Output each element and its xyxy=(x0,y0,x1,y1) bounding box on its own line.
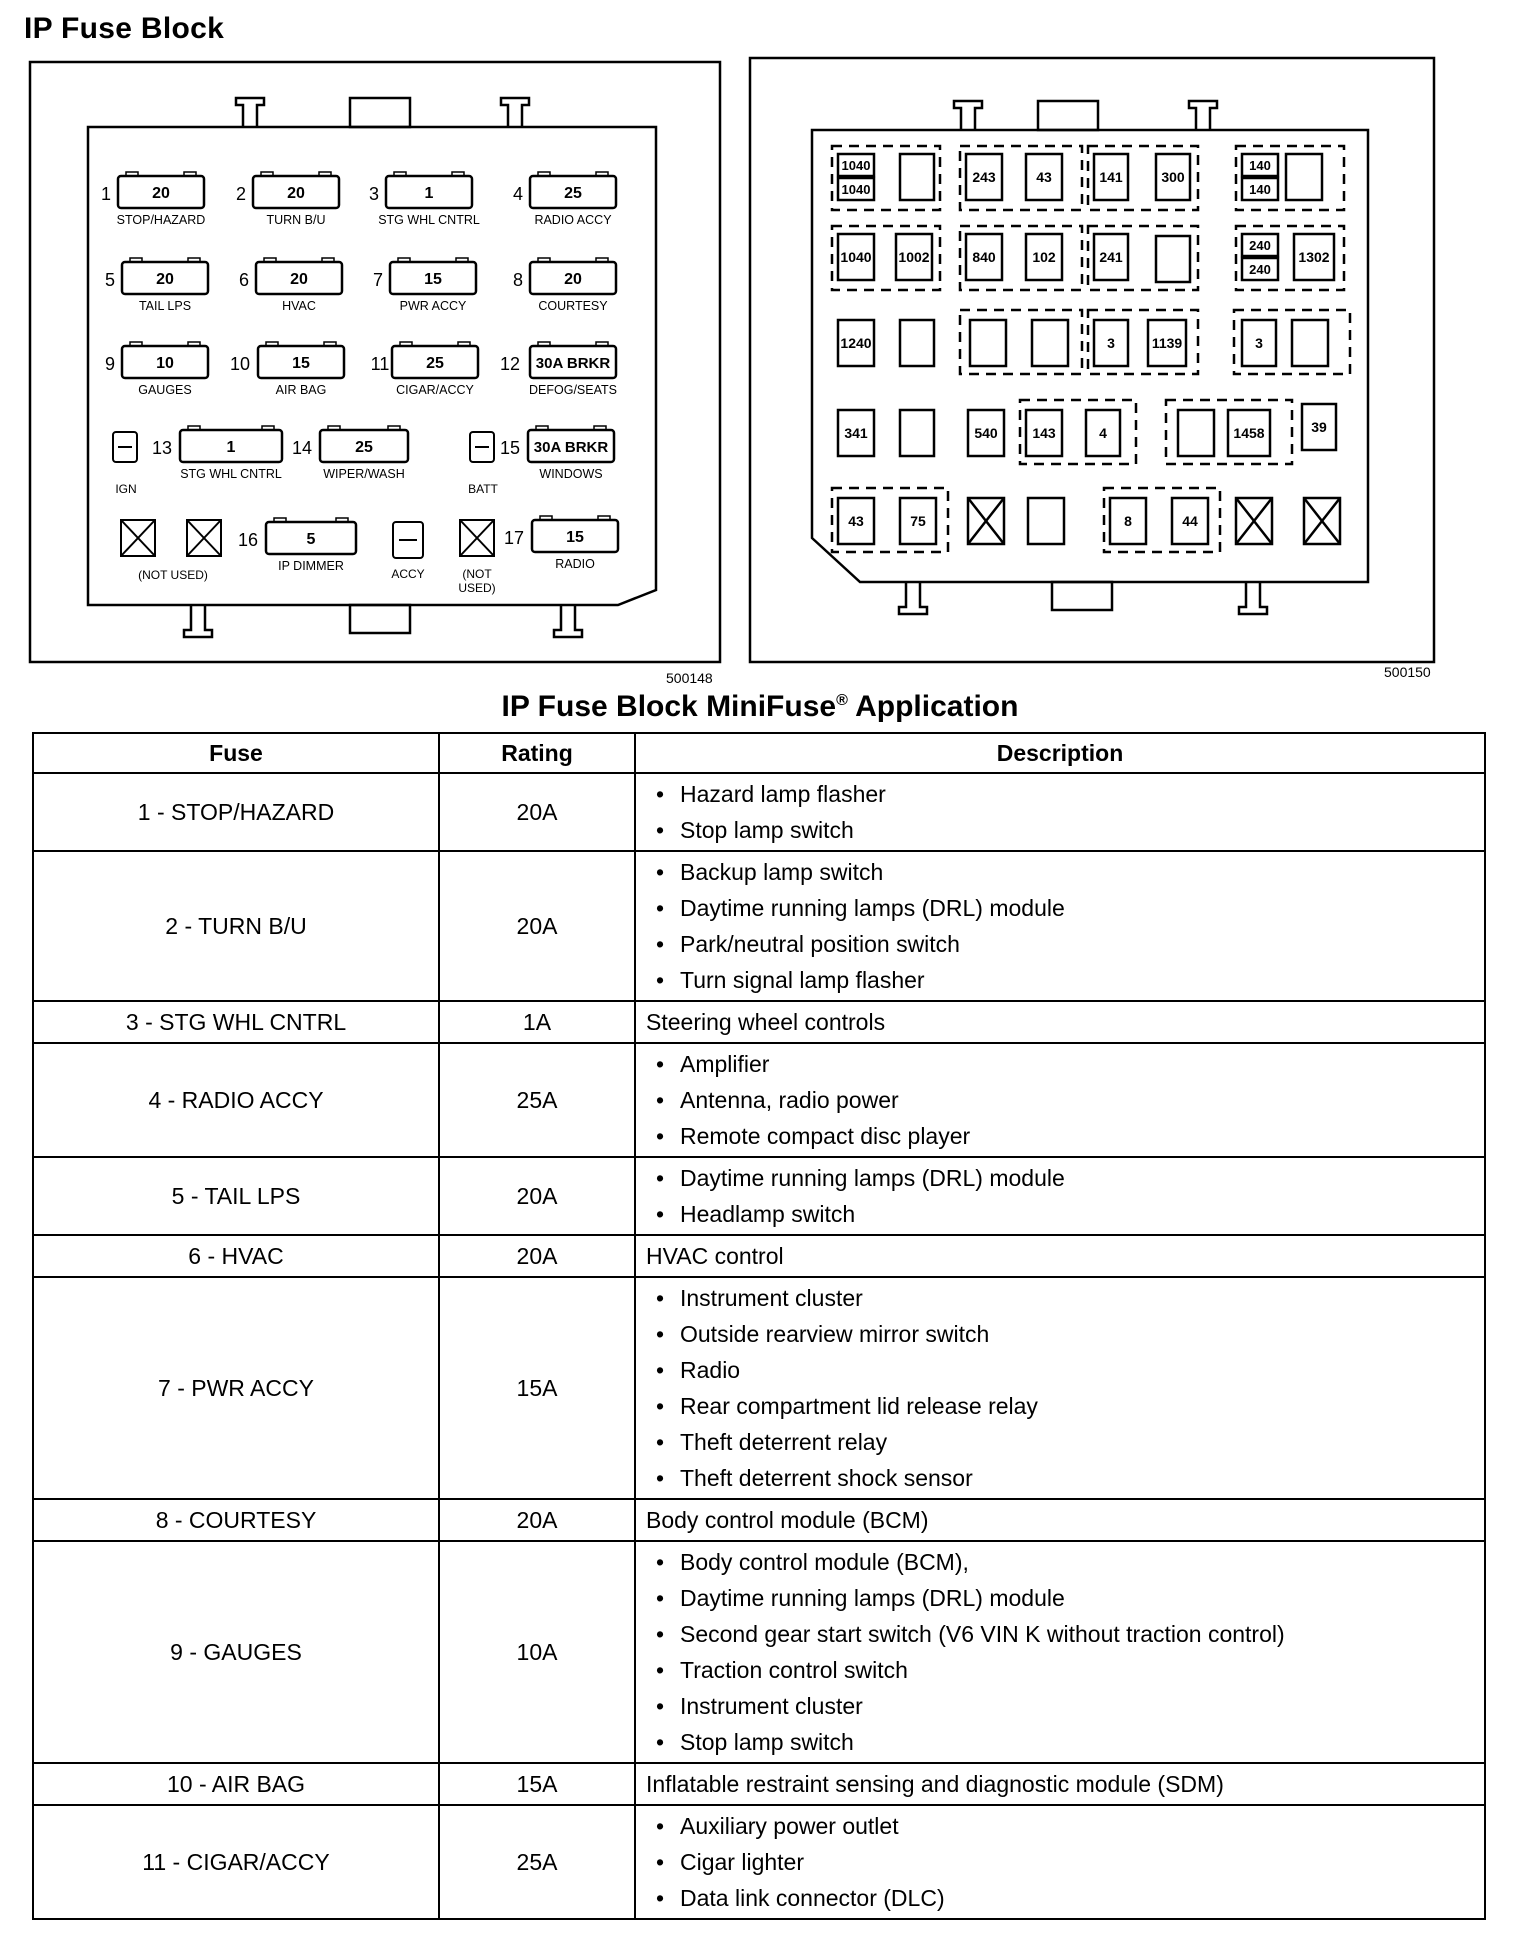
description-cell xyxy=(635,1001,1485,1043)
description-item: • Backup lamp switch xyxy=(680,854,1474,890)
fuse-10 xyxy=(230,342,344,397)
fuse-rating: 5 xyxy=(306,531,316,548)
table-row xyxy=(33,1043,1485,1157)
relay-cell-label: 341 xyxy=(844,425,868,441)
fuse-11 xyxy=(371,342,478,397)
relay-cell-39 xyxy=(1302,404,1336,450)
description-text: Steering wheel controls xyxy=(646,1009,886,1035)
rating-cell: 15A xyxy=(439,1763,635,1805)
fuse-3 xyxy=(369,172,480,227)
fuse-rating: 25 xyxy=(564,185,582,202)
description-item: • Antenna, radio power xyxy=(680,1082,1474,1118)
fuse-rating: 15 xyxy=(566,529,584,546)
fuse-cell: 7 - PWR ACCY xyxy=(33,1277,439,1499)
description-item: • Daytime running lamps (DRL) module xyxy=(680,1580,1474,1616)
x-cells xyxy=(968,498,1340,544)
description-text: Body control module (BCM) xyxy=(646,1507,929,1533)
fuse-cell: 6 - HVAC xyxy=(33,1235,439,1277)
rating-cell: 1A xyxy=(439,1001,635,1043)
table-row xyxy=(33,773,1485,851)
fuse-cell: 2 - TURN B/U xyxy=(33,851,439,1001)
relay-cell-43 xyxy=(1026,154,1062,200)
registered-mark: ® xyxy=(836,692,848,709)
fuse-12 xyxy=(500,342,617,397)
table-row xyxy=(33,1157,1485,1235)
fuse-number: 4 xyxy=(512,184,524,204)
fuse-rating: 20 xyxy=(290,271,308,288)
description-item: • Park/neutral position switch xyxy=(680,926,1474,962)
relay-cell-243 xyxy=(966,154,1002,200)
fuse-rating: 20 xyxy=(156,271,174,288)
not-used-label-2b: USED) xyxy=(458,581,496,595)
fuse-17 xyxy=(504,516,618,571)
relay-cell-140 xyxy=(1242,178,1278,200)
description-cell xyxy=(635,1763,1485,1805)
fuse-cell: 5 - TAIL LPS xyxy=(33,1157,439,1235)
fuse-label: STG WHL CNTRL xyxy=(378,213,480,227)
fuse-number: 16 xyxy=(237,530,259,550)
description-item: • Radio xyxy=(680,1352,1474,1388)
description-item: • Auxiliary power outlet xyxy=(680,1808,1474,1844)
ign-label: IGN xyxy=(115,482,137,496)
relay-cell-label: 39 xyxy=(1311,419,1327,435)
table-row xyxy=(33,1499,1485,1541)
fuse-number: 3 xyxy=(368,184,380,204)
fuse-label: RADIO ACCY xyxy=(534,213,612,227)
fuse-number: 11 xyxy=(370,354,390,374)
description-item: • Body control module (BCM), xyxy=(680,1544,1474,1580)
fuse-label: RADIO xyxy=(555,557,595,571)
fuse-number: 14 xyxy=(291,438,313,458)
fuse-label: HVAC xyxy=(282,299,316,313)
fuse-rating: 20 xyxy=(564,271,582,288)
relay-cell-300 xyxy=(1156,154,1190,200)
relay-cell-43 xyxy=(838,498,874,544)
accy-label: ACCY xyxy=(391,567,425,581)
fuse-number: 9 xyxy=(104,354,116,374)
fuse-number: 5 xyxy=(104,270,116,290)
description-list xyxy=(646,854,1474,998)
fuse-number: 7 xyxy=(372,270,384,290)
description-cell xyxy=(635,851,1485,1001)
relay-cell-label: 240 xyxy=(1249,262,1271,277)
fuse-9 xyxy=(105,342,208,397)
fuse-cell: 4 - RADIO ACCY xyxy=(33,1043,439,1157)
description-item: • Daytime running lamps (DRL) module xyxy=(680,1160,1474,1196)
table-title xyxy=(0,690,1520,724)
description-list xyxy=(646,1280,1474,1496)
relay-block-body xyxy=(812,130,1368,582)
fuse-number: 6 xyxy=(238,270,250,290)
relay-cell-label: 241 xyxy=(1099,249,1123,265)
fuse-label: WINDOWS xyxy=(539,467,603,481)
description-item: • Turn signal lamp flasher xyxy=(680,962,1474,998)
table-row xyxy=(33,1277,1485,1499)
fuse-rating: 25 xyxy=(426,355,444,372)
fuse-label: COURTESY xyxy=(538,299,608,313)
relay-cell-label: 1458 xyxy=(1233,425,1265,441)
relay-cell-1040 xyxy=(838,234,874,280)
fuse-label: PWR ACCY xyxy=(399,299,467,313)
relay-cell-label: 1040 xyxy=(840,249,872,265)
description-item: • Second gear start switch (V6 VIN K without traction control) xyxy=(680,1616,1474,1652)
relay-cell-label: 1139 xyxy=(1151,335,1183,351)
relay-cell-1040 xyxy=(838,154,874,176)
relay-cell-140 xyxy=(1242,154,1278,176)
rating-cell: 20A xyxy=(439,773,635,851)
relay-cell-label: 1302 xyxy=(1298,249,1330,265)
relay-cell-label: 4 xyxy=(1099,425,1107,441)
fuse-rating: 10 xyxy=(156,355,174,372)
relay-cell-141 xyxy=(1094,154,1128,200)
description-item: • Hazard lamp flasher xyxy=(680,776,1474,812)
description-item: • Daytime running lamps (DRL) module xyxy=(680,890,1474,926)
minifuse-application-table xyxy=(32,732,1486,1920)
fuse-cell: 9 - GAUGES xyxy=(33,1541,439,1763)
relay-cell-label: 143 xyxy=(1032,425,1056,441)
fuse-label: GAUGES xyxy=(138,383,192,397)
fuse-cell: 8 - COURTESY xyxy=(33,1499,439,1541)
rating-cell: 20A xyxy=(439,1157,635,1235)
table-row xyxy=(33,1001,1485,1043)
fuse-rating: 30A BRKR xyxy=(533,439,609,456)
fuse-label: CIGAR/ACCY xyxy=(396,383,474,397)
relay-cell-1240 xyxy=(838,320,874,366)
relay-cell-label: 102 xyxy=(1032,249,1056,265)
table-row xyxy=(33,1763,1485,1805)
description-item: • Headlamp switch xyxy=(680,1196,1474,1232)
rating-cell: 25A xyxy=(439,1043,635,1157)
rating-cell: 20A xyxy=(439,1499,635,1541)
fuse-label: DEFOG/SEATS xyxy=(529,383,617,397)
relay-cell-label: 1040 xyxy=(841,158,871,173)
description-column-header: Description xyxy=(635,733,1485,773)
relay-cell-341 xyxy=(838,410,874,456)
rating-cell: 15A xyxy=(439,1277,635,1499)
left-fuse-block-diagram xyxy=(28,60,724,668)
fuse-rating: 1 xyxy=(226,439,236,456)
relay-cell-1302 xyxy=(1294,234,1334,280)
fuse-label: TURN B/U xyxy=(266,213,326,227)
fuse-rating: 30A BRKR xyxy=(535,355,611,372)
description-item: • Stop lamp switch xyxy=(680,812,1474,848)
description-list xyxy=(646,1160,1474,1232)
rating-column-header: Rating xyxy=(439,733,635,773)
relay-cell-4 xyxy=(1086,410,1120,456)
relay-cell-label: 44 xyxy=(1182,513,1198,529)
fuse-number: 2 xyxy=(235,184,247,204)
not-used-label-2a: (NOT xyxy=(462,567,492,581)
relay-cell-143 xyxy=(1026,410,1062,456)
table-title-suffix: Application xyxy=(847,690,1019,723)
relay-cell-label: 1002 xyxy=(898,249,930,265)
fuse-label: STG WHL CNTRL xyxy=(180,467,282,481)
description-list xyxy=(646,1808,1474,1916)
relay-cell-label: 3 xyxy=(1107,335,1115,351)
fuse-number: 13 xyxy=(151,438,173,458)
relay-cell-8 xyxy=(1110,498,1146,544)
relay-cell-102 xyxy=(1026,234,1062,280)
relay-cell-1002 xyxy=(896,234,932,280)
not-used-label: (NOT USED) xyxy=(138,568,208,582)
rating-cell: 25A xyxy=(439,1805,635,1919)
fuse-rating: 1 xyxy=(424,185,434,202)
relay-cell-label: 1040 xyxy=(841,182,871,197)
table-row xyxy=(33,851,1485,1001)
relay-cell-label: 141 xyxy=(1099,169,1123,185)
fuse-number: 15 xyxy=(499,438,521,458)
description-list xyxy=(646,776,1474,848)
description-item: • Data link connector (DLC) xyxy=(680,1880,1474,1916)
relay-cell-1040 xyxy=(838,178,874,200)
description-cell xyxy=(635,1541,1485,1763)
fuse-7 xyxy=(373,258,476,313)
fuse-cell: 1 - STOP/HAZARD xyxy=(33,773,439,851)
fuse-number: 10 xyxy=(229,354,251,374)
description-item: • Amplifier xyxy=(680,1046,1474,1082)
fuse-4 xyxy=(513,172,616,227)
relay-cell-540 xyxy=(968,410,1004,456)
relay-cell-1139 xyxy=(1148,320,1186,366)
relay-outlines xyxy=(832,146,1350,552)
relay-cell-label: 300 xyxy=(1161,169,1185,185)
relay-cell-label: 3 xyxy=(1255,335,1263,351)
relay-cell-label: 75 xyxy=(910,513,926,529)
table-row xyxy=(33,1235,1485,1277)
fuse-number: 17 xyxy=(503,528,525,548)
relay-cell-3 xyxy=(1242,320,1276,366)
relay-cell-label: 43 xyxy=(1036,169,1052,185)
relay-cell-label: 140 xyxy=(1249,158,1271,173)
table-header-row xyxy=(33,733,1485,773)
relay-cell-241 xyxy=(1094,234,1128,280)
fuse-number: 12 xyxy=(499,354,521,374)
relay-cell-label: 8 xyxy=(1124,513,1132,529)
description-list xyxy=(646,1544,1474,1760)
relay-cell-label: 540 xyxy=(974,425,998,441)
fuse-6 xyxy=(239,258,342,313)
batt-label: BATT xyxy=(468,482,498,496)
fuse-15 xyxy=(500,426,614,481)
left-diagram-code: 500148 xyxy=(666,670,713,686)
description-text: HVAC control xyxy=(646,1243,784,1269)
description-cell xyxy=(635,1499,1485,1541)
fuse-label: WIPER/WASH xyxy=(323,467,405,481)
fuse-13 xyxy=(152,426,282,481)
table-row xyxy=(33,1541,1485,1763)
fuse-2 xyxy=(236,172,339,227)
fuse-rating: 15 xyxy=(292,355,310,372)
fuse-label: STOP/HAZARD xyxy=(116,213,206,227)
description-item: • Instrument cluster xyxy=(680,1280,1474,1316)
relay-cell-1458 xyxy=(1228,410,1270,456)
fuse-rating: 20 xyxy=(287,185,305,202)
fuse-label: AIR BAG xyxy=(275,383,327,397)
relay-cell-840 xyxy=(966,234,1002,280)
relay-cell-240 xyxy=(1242,258,1278,280)
fuse-16 xyxy=(238,518,356,573)
fuse-rating: 15 xyxy=(424,271,442,288)
description-cell xyxy=(635,1157,1485,1235)
right-fuse-block-diagram xyxy=(746,54,1438,666)
description-text: Inflatable restraint sensing and diagnostic module (SDM) xyxy=(646,1771,1224,1797)
relay-cell-75 xyxy=(900,498,936,544)
description-item: • Theft deterrent relay xyxy=(680,1424,1474,1460)
relay-cell-44 xyxy=(1172,498,1208,544)
fuse-rating: 25 xyxy=(355,439,373,456)
description-item: • Traction control switch xyxy=(680,1652,1474,1688)
page-title: IP Fuse Block xyxy=(24,12,225,45)
description-cell xyxy=(635,1805,1485,1919)
fuse-label: TAIL LPS xyxy=(138,299,192,313)
description-item: • Rear compartment lid release relay xyxy=(680,1388,1474,1424)
description-item: • Remote compact disc player xyxy=(680,1118,1474,1154)
description-item: • Outside rearview mirror switch xyxy=(680,1316,1474,1352)
description-cell xyxy=(635,1235,1485,1277)
right-diagram-frame xyxy=(750,58,1434,662)
fuse-5 xyxy=(105,258,208,313)
relay-cell-3 xyxy=(1094,320,1128,366)
relay-cell-label: 243 xyxy=(972,169,996,185)
fuse-number: 8 xyxy=(512,270,524,290)
table-row xyxy=(33,1805,1485,1919)
fuse-8 xyxy=(513,258,616,313)
rating-cell: 10A xyxy=(439,1541,635,1763)
fuse-14 xyxy=(292,426,408,481)
description-item: • Theft deterrent shock sensor xyxy=(680,1460,1474,1496)
fuse-cell: 11 - CIGAR/ACCY xyxy=(33,1805,439,1919)
description-list xyxy=(646,1046,1474,1154)
rating-cell: 20A xyxy=(439,851,635,1001)
relay-cell-label: 1240 xyxy=(840,335,872,351)
description-cell xyxy=(635,1043,1485,1157)
fuse-column-header: Fuse xyxy=(33,733,439,773)
right-diagram-code: 500150 xyxy=(1384,664,1431,680)
fuse-1 xyxy=(101,172,205,227)
fuse-cell: 10 - AIR BAG xyxy=(33,1763,439,1805)
fuse-cell: 3 - STG WHL CNTRL xyxy=(33,1001,439,1043)
table-title-text: IP Fuse Block MiniFuse xyxy=(501,690,837,723)
rating-cell: 20A xyxy=(439,1235,635,1277)
fuse-label: IP DIMMER xyxy=(278,559,344,573)
description-item: • Instrument cluster xyxy=(680,1688,1474,1724)
fuse-number: 1 xyxy=(100,184,112,204)
relay-cell-label: 140 xyxy=(1249,182,1271,197)
description-cell xyxy=(635,773,1485,851)
description-item: • Stop lamp switch xyxy=(680,1724,1474,1760)
relay-cell-label: 43 xyxy=(848,513,864,529)
description-item: • Cigar lighter xyxy=(680,1844,1474,1880)
relay-cell-240 xyxy=(1242,234,1278,256)
fuse-rating: 20 xyxy=(152,185,170,202)
relay-cell-label: 240 xyxy=(1249,238,1271,253)
description-cell xyxy=(635,1277,1485,1499)
relay-cell-label: 840 xyxy=(972,249,996,265)
fuse-group xyxy=(101,172,618,573)
